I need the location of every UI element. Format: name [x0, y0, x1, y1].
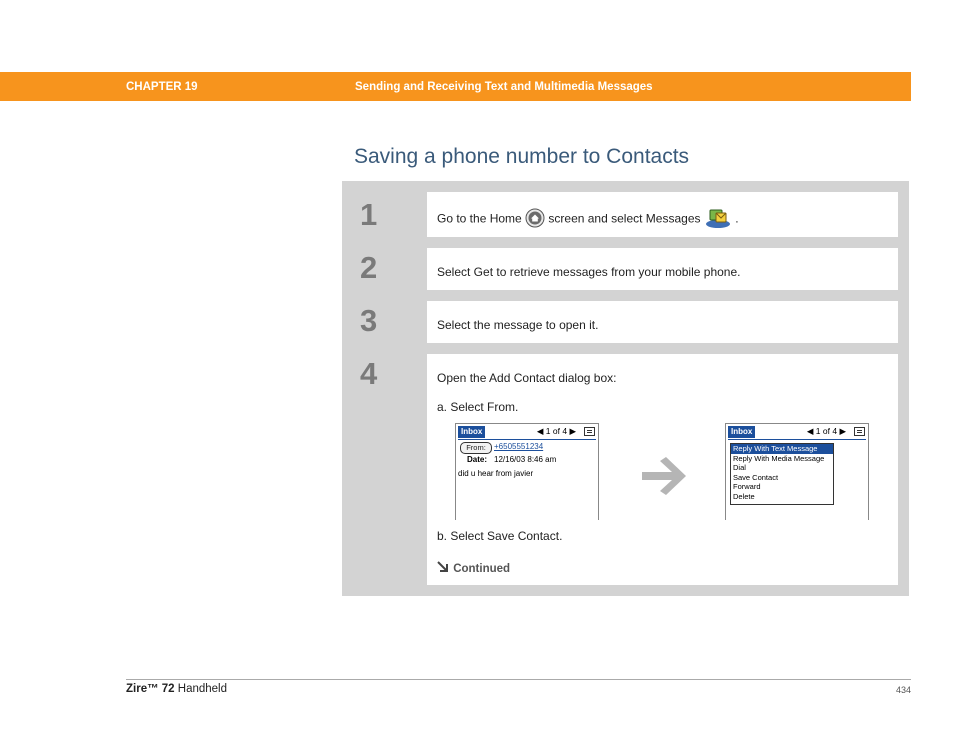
step-1-text — [437, 207, 739, 232]
page-indicator: ◀ 1 of 4 ▶ — [806, 426, 846, 436]
home-icon — [525, 208, 545, 231]
step-1-text-a: Go to the Home — [437, 211, 522, 226]
step-number-3: 3 — [360, 303, 378, 338]
inbox-tab: Inbox — [458, 426, 485, 438]
continued-arrow-icon — [437, 563, 453, 575]
step-1-text-c: . — [735, 211, 739, 226]
menu-item-forward[interactable]: Forward — [733, 482, 761, 492]
prev-arrow-icon: ◀ — [806, 426, 814, 436]
footer-product-name: Zire™ 72 — [126, 683, 175, 695]
handheld-screen-message — [455, 423, 599, 520]
next-arrow-icon: ▶ — [839, 426, 846, 436]
menu-item-delete[interactable]: Delete — [733, 491, 755, 501]
from-button[interactable]: From: — [460, 442, 492, 454]
right-arrow-icon — [640, 455, 688, 502]
chapter-label: CHAPTER 19 — [126, 81, 198, 93]
page-number: 434 — [895, 685, 911, 695]
prev-arrow-icon: ◀ — [536, 426, 544, 436]
next-arrow-icon: ▶ — [569, 426, 576, 436]
step-number-2: 2 — [360, 250, 378, 285]
date-label: Date: — [467, 455, 488, 464]
date-value: 12/16/03 8:46 am — [494, 455, 557, 464]
step-3-text: Select the message to open it. — [437, 318, 599, 332]
continued-label: Continued — [453, 563, 511, 575]
menu-item-reply-text[interactable]: Reply With Text Message — [731, 444, 833, 454]
continued-link[interactable] — [437, 561, 510, 575]
page-indicator: ◀ 1 of 4 ▶ — [536, 426, 576, 436]
menu-item-dial[interactable]: Dial — [733, 463, 746, 473]
message-body: did u hear from javier — [458, 469, 534, 478]
from-popup-menu — [730, 443, 834, 505]
step-4-text: Open the Add Contact dialog box: — [437, 371, 617, 385]
step-number-1: 1 — [360, 197, 378, 232]
title-divider — [728, 439, 866, 440]
from-number-link[interactable]: +6505551234 — [494, 442, 544, 451]
messages-icon — [704, 207, 732, 232]
footer-product-suffix: Handheld — [174, 683, 228, 695]
step-2-text: Select Get to retrieve messages from your mobile phone. — [437, 265, 741, 279]
title-divider — [458, 439, 596, 440]
page-title: Saving a phone number to Contacts — [354, 145, 690, 168]
menu-item-reply-media[interactable]: Reply With Media Message — [733, 453, 825, 463]
footer-divider — [126, 679, 911, 680]
inbox-tab: Inbox — [728, 426, 755, 438]
handheld-screen-menu — [725, 423, 869, 520]
step-number-4: 4 — [360, 356, 378, 391]
footer-product — [126, 683, 227, 695]
step-4-sub-a: a. Select From. — [437, 400, 519, 414]
step-4-sub-b: b. Select Save Contact. — [437, 529, 563, 543]
menu-icon — [854, 427, 865, 436]
chapter-title: Sending and Receiving Text and Multimedia Messages — [355, 81, 653, 93]
menu-icon — [584, 427, 595, 436]
step-1-text-b: screen and select Messages — [548, 211, 701, 226]
menu-item-save-contact[interactable]: Save Contact — [733, 472, 779, 482]
